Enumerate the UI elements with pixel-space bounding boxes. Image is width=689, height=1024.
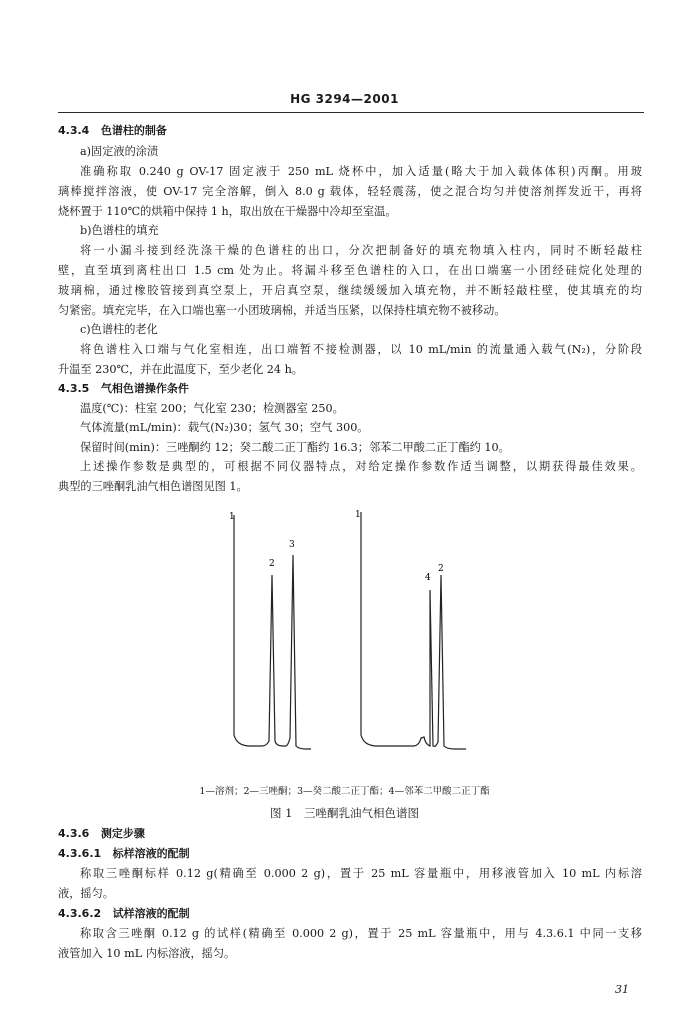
- paragraph-line: 壁，直至填到离柱出口 1.5 cm 处为止。将漏斗移至色谱柱的入口，在出口端塞一小团经硅烷化处理的: [58, 264, 642, 277]
- paragraph-line: 液管加入 10 mL 内标溶液，摇匀。: [58, 947, 236, 960]
- section-4-3-6-2-heading: [58, 907, 190, 921]
- paragraph-line: 称取含三唑酮 0.12 g 的试样(精确至 0.000 2 g)，置于 25 mL 容量瓶中，用与 4.3.6.1 中同一支移: [80, 927, 642, 940]
- paragraph-line: 璃棒搅拌溶液，使 OV-17 完全溶解，倒入 8.0 g 载体，轻轻震荡，使之混合均匀并使溶剂挥发近干，再将: [58, 185, 642, 198]
- paragraph-line: 玻璃棉，通过橡胶管接到真空泵上，开启真空泵，继续缓缓加入填充物，并不断轻敲柱壁，使其填充的均: [58, 284, 642, 297]
- subsection-b-title: b)色谱柱的填充: [80, 224, 159, 237]
- section-number: 4.3.6.2: [58, 907, 102, 920]
- peak-label: 1: [355, 510, 361, 520]
- paragraph-line: 升温至 230℃，并在此温度下，至少老化 24 h。: [58, 363, 303, 376]
- peak-label: 1: [229, 512, 235, 522]
- paragraph-line: 称取三唑酮标样 0.12 g(精确至 0.000 2 g)，置于 25 mL 容量瓶中，用移液管加入 10 mL 内标溶: [80, 867, 642, 880]
- section-title: 测定步骤: [100, 827, 145, 840]
- paragraph-line: 将一小漏斗接到经洗涤干燥的色谱柱的出口，分次把制备好的填充物填入柱内，同时不断轻敲柱: [80, 244, 642, 257]
- section-title: 气相色谱操作条件: [100, 382, 189, 395]
- section-number: 4.3.6.1: [58, 847, 102, 860]
- section-4-3-6-heading: [58, 827, 145, 841]
- paragraph-line: 气体流量(mL/min)：载气(N₂)30；氢气 30；空气 300。: [80, 421, 369, 434]
- peak-label: 3: [289, 540, 295, 550]
- section-title: 试样溶液的配制: [112, 907, 190, 920]
- subsection-a-title: a)固定液的涂渍: [80, 145, 159, 158]
- figure-legend: 1—溶剂；2—三唑酮；3—癸二酸二正丁酯；4—邻苯二甲酸二正丁酯: [199, 786, 490, 797]
- paragraph-line: 保留时间(min)：三唑酮约 12；癸二酸二正丁酯约 16.3；邻苯二甲酸二正丁酯约 10。: [80, 441, 510, 454]
- chromatogram-left-trace: [234, 515, 311, 749]
- standard-code-header: HG 3294—2001: [290, 92, 399, 106]
- paragraph-line: 上述操作参数是典型的，可根据不同仪器特点，对给定操作参数作适当调整，以期获得最佳效果。: [80, 460, 642, 473]
- figure-caption: 图 1 三唑酮乳油气相色谱图: [270, 806, 419, 820]
- subsection-c-title: c)色谱柱的老化: [80, 323, 158, 336]
- paragraph-line: 典型的三唑酮乳油气相色谱图见图 1。: [58, 480, 248, 493]
- paragraph-line: 烧杯置于 110℃的烘箱中保持 1 h，取出放在干燥器中冷却至室温。: [58, 205, 397, 218]
- section-number: 4.3.4: [58, 124, 90, 137]
- paragraph-line: 温度(℃)：柱室 200；气化室 230；检测器室 250。: [80, 402, 344, 415]
- section-number: 4.3.5: [58, 382, 90, 395]
- paragraph-line: 将色谱柱入口端与气化室相连，出口端暂不接检测器，以 10 mL/min 的流量通入载气(N₂)，分阶段: [80, 343, 642, 356]
- peak-label: 4: [425, 573, 431, 583]
- chromatogram-left: [229, 512, 311, 749]
- chromatogram-right: [355, 510, 466, 749]
- page-number: 31: [615, 983, 629, 996]
- section-number: 4.3.6: [58, 827, 90, 840]
- chromatogram-right-trace: [361, 512, 466, 749]
- section-title: 标样溶液的配制: [112, 847, 190, 860]
- peak-label: 2: [269, 559, 275, 569]
- paragraph-line: 液，摇匀。: [58, 887, 114, 900]
- section-title: 色谱柱的制备: [100, 124, 167, 137]
- paragraph-line: 匀紧密。填充完毕，在入口端也塞一小团玻璃棉，并适当压紧，以保持柱填充物不被移动。: [58, 304, 506, 317]
- paragraph-line: 准确称取 0.240 g OV-17 固定液于 250 mL 烧杯中，加入适量(略大于加入载体体积)丙酮。用玻: [80, 165, 642, 178]
- peak-label: 2: [438, 564, 444, 574]
- section-4-3-6-1-heading: [58, 847, 190, 861]
